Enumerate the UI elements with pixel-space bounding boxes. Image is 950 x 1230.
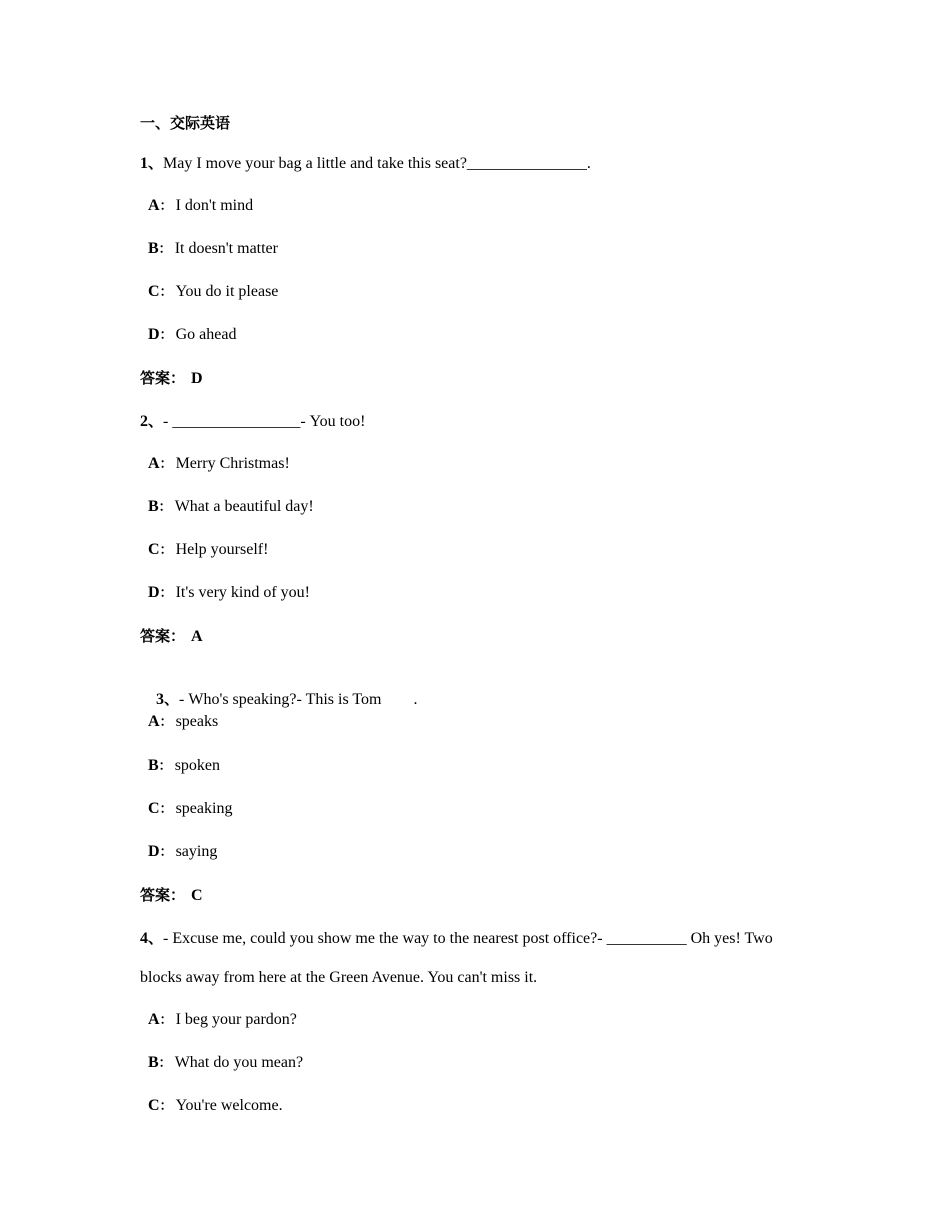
option-letter: D — [148, 843, 160, 860]
option-text: You do it please — [175, 283, 279, 300]
option-a — [148, 454, 290, 475]
option-text: Merry Christmas! — [175, 455, 290, 472]
option-text: saying — [175, 843, 218, 860]
question-4 — [140, 928, 773, 949]
option-letter: B — [148, 757, 159, 774]
option-b — [148, 756, 220, 777]
option-d — [148, 842, 217, 863]
option-colon: ： — [159, 285, 173, 300]
option-text: What a beautiful day! — [174, 498, 314, 515]
option-text: speaking — [175, 800, 233, 817]
option-text: Help yourself! — [175, 541, 269, 558]
option-letter: D — [148, 326, 160, 343]
question-text: - Excuse me, could you show me the way to the nearest post office?- __________ Oh yes! Two — [163, 930, 773, 947]
question-separator: 、 — [148, 412, 164, 430]
option-letter: A — [148, 197, 160, 214]
option-letter: B — [148, 498, 159, 515]
section-title-text: 一、交际英语 — [140, 114, 231, 132]
option-colon: ： — [159, 715, 173, 730]
question-text: - ________________- You too! — [163, 413, 366, 430]
option-text: It doesn't matter — [174, 240, 278, 257]
option-b — [148, 497, 314, 518]
answer-label: 答案： — [140, 886, 186, 904]
option-b — [148, 1053, 303, 1074]
question-1 — [140, 153, 591, 174]
option-text: What do you mean? — [174, 1054, 304, 1071]
question-number: 1 — [140, 155, 148, 172]
question-separator: 、 — [148, 929, 164, 947]
answer-value: D — [191, 370, 203, 387]
option-colon: ： — [159, 328, 173, 343]
option-colon: ： — [159, 845, 173, 860]
option-colon: ： — [159, 586, 173, 601]
option-b — [148, 239, 278, 260]
question-text: May I move your bag a little and take this seat?_______________. — [163, 155, 591, 172]
option-text: I beg your pardon? — [175, 1011, 297, 1028]
question-number: 3 — [156, 691, 164, 708]
option-colon: ： — [159, 802, 173, 817]
option-colon: ： — [159, 1013, 173, 1028]
option-d — [148, 325, 236, 346]
option-letter: D — [148, 584, 160, 601]
option-text: It's very kind of you! — [175, 584, 310, 601]
option-a — [148, 712, 218, 733]
option-colon: ： — [159, 457, 173, 472]
option-colon: ： — [159, 543, 173, 558]
question-separator: 、 — [148, 154, 164, 172]
option-text: You're welcome. — [175, 1097, 283, 1114]
option-c — [148, 799, 232, 820]
question-2 — [140, 411, 365, 432]
option-letter: C — [148, 541, 160, 558]
option-letter: A — [148, 1011, 160, 1028]
answer-label: 答案： — [140, 627, 186, 645]
answer-label: 答案： — [140, 369, 186, 387]
option-text: Go ahead — [175, 326, 237, 343]
option-colon: ： — [158, 500, 172, 515]
option-letter: C — [148, 800, 160, 817]
option-colon: ： — [158, 242, 172, 257]
option-a — [148, 1010, 297, 1031]
answer-2 — [140, 626, 203, 647]
question-text-continued: blocks away from here at the Green Avenue. You can't miss it. — [140, 969, 538, 986]
question-text: - Who's speaking?- This is Tom . — [179, 691, 418, 708]
option-text: speaks — [175, 713, 219, 730]
option-colon: ： — [159, 1099, 173, 1114]
section-title — [140, 113, 230, 134]
option-d — [148, 583, 310, 604]
answer-value: A — [191, 628, 203, 645]
option-colon: ： — [158, 759, 172, 774]
option-c — [148, 282, 278, 303]
question-number: 4 — [140, 930, 148, 947]
option-colon: ： — [159, 199, 173, 214]
option-a — [148, 196, 253, 217]
option-letter: B — [148, 1054, 159, 1071]
option-c — [148, 540, 268, 561]
option-c — [148, 1096, 283, 1117]
answer-value: C — [191, 887, 203, 904]
answer-3 — [140, 885, 203, 906]
question-separator: 、 — [164, 690, 180, 708]
option-colon: ： — [158, 1056, 172, 1071]
option-letter: C — [148, 283, 160, 300]
option-letter: C — [148, 1097, 160, 1114]
option-text: spoken — [174, 757, 221, 774]
option-letter: A — [148, 455, 160, 472]
question-4-continuation — [140, 968, 537, 988]
answer-1 — [140, 368, 203, 389]
question-number: 2 — [140, 413, 148, 430]
option-letter: B — [148, 240, 159, 257]
option-text: I don't mind — [175, 197, 254, 214]
option-letter: A — [148, 713, 160, 730]
